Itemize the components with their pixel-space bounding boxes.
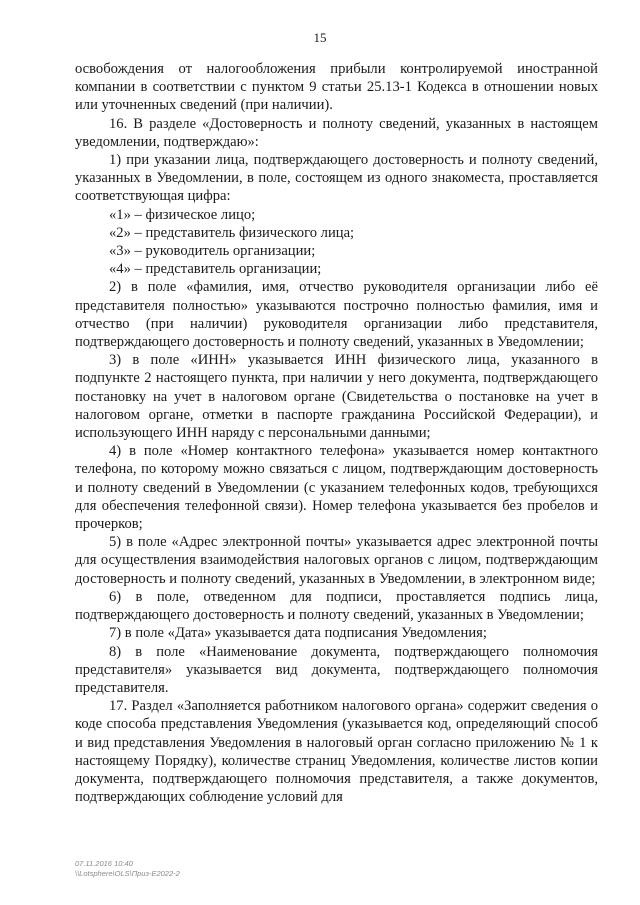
paragraph: 7) в поле «Дата» указывается дата подписания Уведомления;	[109, 625, 487, 642]
paragraph: 2) в поле «фамилия, имя, отчество руководителя организации либо её представителя полностью» указываются построчно полностью фамилия, имя и отчество (при наличии) руководителя организации либо представителя, подтверждающего достоверность и полноту сведений, указанных в Уведомлении;	[75, 279, 598, 351]
paragraph: 1) при указании лица, подтверждающего достоверность и полноту сведений, указанных в Уведомлении, в поле, состоящем из одного знакоместа, проставляется соответствующая цифра:	[75, 152, 598, 205]
paragraph: «3» – руководитель организации;	[109, 243, 316, 260]
footer-timestamp: 07.11.2016 10:40	[75, 859, 133, 868]
paragraph: 16. В разделе «Достоверность и полноту сведений, указанных в настоящем уведомлении, подтверждаю»:	[75, 115, 598, 150]
paragraph: 17. Раздел «Заполняется работником налогового органа» содержит сведения о коде способа представления Уведомления (указывается код, определяющий способ и вид представления Уведомления в налоговый орган согласно приложению № 1 к настоящему Порядку), количестве страниц Уведомления, количестве листов копии документа, подтверждающего полномочия представителя, а также документов, подтверждающих соблюдение условий для	[75, 698, 598, 806]
paragraph: 3) в поле «ИНН» указывается ИНН физического лица, указанного в подпункте 2 настоящего пункта, при наличии у него документа, подтверждающего постановку на учет в налоговом органе (Свидетельства о постановке на учет в налоговом органе, отметки в паспорте гражданина Российской Федерации), и использующего ИНН наряду с персональными данными;	[75, 352, 598, 442]
paragraph: 8) в поле «Наименование документа, подтверждающего полномочия представителя» указывается вид документа, подтверждающего полномочия представителя.	[75, 643, 598, 696]
paragraph: 5) в поле «Адрес электронной почты» указывается адрес электронной почты для осуществления взаимодействия налоговых органов с лицом, подтверждающим достоверность и полноту сведений, указанных в Уведомлении, в электронном виде;	[75, 534, 598, 587]
paragraph: «1» – физическое лицо;	[109, 206, 256, 223]
paragraph: 4) в поле «Номер контактного телефона» указывается номер контактного телефона, по которому можно связаться с лицом, подтверждающим достоверность и полноту сведений в Уведомлении (с указанием телефонных кодов, требующихся для обеспечения телефонной связи). Номер телефона указывается без пробелов и прочерков;	[75, 443, 598, 533]
document-footer	[75, 859, 180, 879]
document-body	[75, 60, 598, 806]
paragraph: «2» – представитель физического лица;	[109, 224, 355, 241]
footer-file-path: \\Lotsphere\OLS\Приз-Е2022-2	[75, 869, 180, 878]
page-number: 15	[313, 30, 327, 45]
paragraph: 6) в поле, отведенном для подписи, проставляется подпись лица, подтверждающего достоверность и полноту сведений, указанных в Уведомлении;	[75, 588, 598, 624]
paragraph: «4» – представитель организации;	[109, 261, 322, 278]
paragraph: освобождения от налогообложения прибыли контролируемой иностранной компании в соответствии с пунктом 9 статьи 25.13-1 Кодекса в отношении новых или уточненных сведений (при наличии).	[75, 61, 598, 114]
